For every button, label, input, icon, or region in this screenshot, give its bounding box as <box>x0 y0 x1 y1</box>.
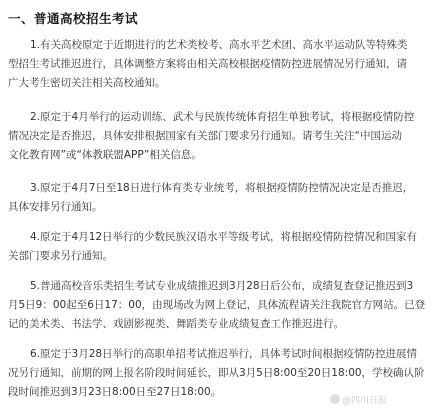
paragraph-line: 3.原定于4月7日至18日进行体育类专业统考，将根据疫情防控情况决定是否推迟， <box>30 182 414 194</box>
paragraph-5 <box>8 277 432 334</box>
watermark <box>330 393 387 406</box>
paragraph-1 <box>8 36 432 93</box>
paragraph-line: 广大考生密切关注相关高校通知。 <box>8 77 166 89</box>
paragraph-line: 1.有关高校原定于近期进行的艺术类校考、高水平艺术团、高水平运动队等特殊类 <box>30 39 408 51</box>
paragraph-line: 记的美术类、书法学、戏剧影视类、舞蹈类专业成绩复查工作推迟进行。 <box>8 318 344 330</box>
paragraph-line: 况另行通知，前期的网上报名阶段时间延长，即从3月5日8:00至20日18:00，学校确认阶 <box>8 367 425 379</box>
paragraph-line: 6.原定于3月28日举行的高职单招考试推迟举行，具体考试时间根据疫情防控进展情 <box>30 348 418 360</box>
paragraph-line: 5.普通高校音乐类招生考试专业成绩推迟到3月28日后公布，成绩复查登记推迟到3 <box>30 280 414 292</box>
paragraph-3 <box>8 179 432 217</box>
paragraph-line: 月5日9：00起至6日17：00，由现场改为网上登记，具体流程请关注我院官方网站。已登 <box>8 299 426 311</box>
paragraph-line: 2.原定于4月举行的运动训练、武术与民族传统体育招生单独考试，将根据疫情防控 <box>30 111 415 123</box>
paragraph-line: 4.原定于4月12日举行的少数民族汉语水平等级考试，将根据疫情防控情况和国家有 <box>30 231 418 243</box>
section-title: 一、普通高校招生考试 <box>8 11 139 26</box>
paragraph-line: 段时间推迟到3月23日8:00日至27日18:00。 <box>8 386 222 398</box>
paragraph-line: 关部门要求另行通知。 <box>8 250 113 262</box>
watermark-text: @四川日报 <box>342 396 388 406</box>
paragraph-line: 具体安排另行通知。 <box>8 201 103 213</box>
paragraph-line: 型招生考试推迟进行，具体调整方案将由相关高校根据疫情防控进展情况另行通知，请 <box>8 58 407 70</box>
paragraph-4 <box>8 228 432 266</box>
paragraph-line: 文化教育网”或“体教联盟APP”相关信息。 <box>8 149 202 161</box>
weibo-icon <box>330 394 340 404</box>
paragraph-line: 情况决定是否推迟，具体安排根据国家有关部门要求另行通知。请考生关注“中国运动 <box>8 130 402 142</box>
paragraph-2 <box>8 108 432 165</box>
